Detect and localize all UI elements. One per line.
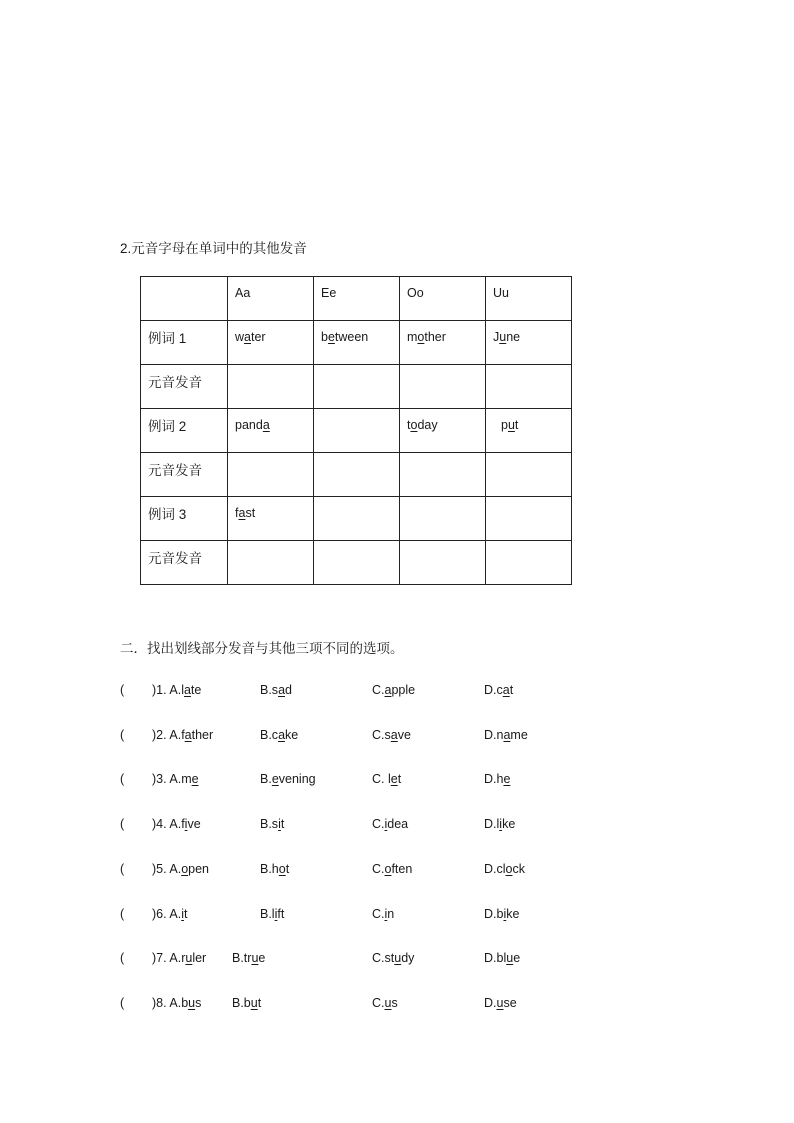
example-word <box>372 772 401 786</box>
table-header-row <box>141 277 572 321</box>
example-word <box>321 330 368 344</box>
word-prefix: pand <box>235 417 263 432</box>
option-b <box>232 996 261 1010</box>
word-suffix: vening <box>278 772 316 787</box>
header-corner-cell <box>141 277 228 321</box>
vowel-table <box>140 276 572 585</box>
row-label-cell <box>141 453 228 497</box>
underlined-letter: o <box>410 417 418 432</box>
option-d <box>484 996 517 1010</box>
example-word <box>260 728 298 742</box>
answer-blank-cell <box>400 541 486 585</box>
underlined-letter: e <box>271 772 279 787</box>
word-cell <box>314 321 400 365</box>
word-suffix: s <box>391 995 398 1010</box>
answer-blank-cell <box>314 365 400 409</box>
question-number <box>152 951 206 965</box>
header-label: Aa <box>235 285 251 300</box>
word-suffix: e <box>258 951 266 966</box>
word-prefix: D.l <box>484 817 500 832</box>
question-item <box>120 683 640 703</box>
example-word <box>484 683 513 697</box>
word-suffix: t <box>397 772 402 787</box>
underlined-letter: o <box>384 861 392 876</box>
option-c <box>372 728 411 742</box>
option-d <box>484 683 513 697</box>
word-prefix: f <box>181 727 185 742</box>
underlined-letter: o <box>505 861 513 876</box>
table-row <box>141 497 572 541</box>
example-word <box>232 951 265 965</box>
word-prefix: B.h <box>260 861 279 876</box>
option-b <box>260 683 292 697</box>
underlined-letter: i <box>499 817 503 832</box>
underlined-letter: i <box>278 817 281 832</box>
row-label: 例词 2 <box>148 418 187 434</box>
word-suffix: n <box>387 906 395 921</box>
underlined-letter: i <box>274 906 278 921</box>
row-label: 元音发音 <box>148 374 202 390</box>
word-prefix: p <box>501 417 508 432</box>
answer-blank-cell <box>400 453 486 497</box>
example-word <box>181 817 200 831</box>
example-word <box>260 817 284 831</box>
underlined-letter: u <box>185 951 193 966</box>
answer-blank-cell <box>314 497 400 541</box>
row-label-cell <box>141 541 228 585</box>
word-prefix: D. <box>484 995 497 1010</box>
word-suffix: d <box>285 683 292 697</box>
option-d <box>484 772 510 786</box>
table-row <box>141 409 572 453</box>
answer-blank-cell <box>486 453 572 497</box>
option-d <box>484 907 519 921</box>
row-label: 例词 3 <box>148 506 187 522</box>
word-suffix: ck <box>512 861 525 876</box>
word-prefix: m <box>407 329 418 344</box>
underlined-letter: o <box>278 861 286 876</box>
answer-blank-cell <box>486 497 572 541</box>
header-label: Ee <box>321 285 337 300</box>
word-suffix: ne <box>506 329 521 344</box>
question-number-label: )2. A. <box>152 727 182 742</box>
question-item <box>120 996 640 1016</box>
underlined-letter: a <box>278 727 286 742</box>
example-word <box>181 907 187 921</box>
example-word <box>372 817 408 831</box>
header-cell <box>314 277 400 321</box>
word-prefix: w <box>235 329 245 344</box>
word-prefix: f <box>235 505 239 520</box>
example-word <box>181 728 213 742</box>
word-suffix: ter <box>250 329 266 344</box>
example-word <box>260 683 292 697</box>
word-suffix: ther <box>191 727 214 742</box>
question-item <box>120 817 640 837</box>
question-number-label: )6. A. <box>152 906 182 921</box>
answer-blank-cell <box>228 541 314 585</box>
word-suffix: t <box>514 417 519 432</box>
word-prefix: D.n <box>484 727 504 742</box>
underlined-letter: e <box>191 772 199 787</box>
word-prefix: C. <box>372 817 385 832</box>
word-prefix: D.c <box>484 683 503 697</box>
header-cell <box>400 277 486 321</box>
underlined-letter: a <box>262 417 270 432</box>
question-number <box>152 907 187 921</box>
answer-paren-open: ( <box>120 817 125 832</box>
word-suffix: t <box>257 995 262 1010</box>
underlined-letter: o <box>417 329 425 344</box>
row-label: 例词 1 <box>148 330 187 346</box>
answer-blank-cell <box>400 497 486 541</box>
example-word <box>372 907 394 921</box>
word-prefix: b <box>321 329 328 344</box>
word-prefix: B.l <box>260 906 275 921</box>
word-suffix: ther <box>424 329 446 344</box>
header-cell <box>486 277 572 321</box>
underlined-letter: e <box>390 772 398 787</box>
answer-paren-open: ( <box>120 995 125 1010</box>
word-suffix: me <box>510 727 528 742</box>
word-suffix: pple <box>391 683 416 697</box>
example-word <box>372 951 414 965</box>
example-word <box>484 728 528 742</box>
word-suffix: e <box>513 951 521 966</box>
word-prefix: l <box>181 683 184 697</box>
word-prefix: D.b <box>484 906 504 921</box>
underlined-letter: u <box>384 995 392 1010</box>
example-word <box>181 951 206 965</box>
word-prefix: B.b <box>232 995 251 1010</box>
underlined-letter: a <box>503 727 511 742</box>
underlined-letter: i <box>384 906 388 921</box>
underlined-letter: e <box>327 329 335 344</box>
question-number-label: )5. A. <box>152 861 182 876</box>
word-cell <box>400 409 486 453</box>
option-b <box>260 817 284 831</box>
table-row <box>141 453 572 497</box>
answer-blank-cell <box>314 409 400 453</box>
row-label-cell <box>141 497 228 541</box>
question-number <box>152 817 201 831</box>
word-cell <box>400 321 486 365</box>
example-word <box>235 330 266 344</box>
option-c <box>372 862 412 876</box>
question-item <box>120 907 640 927</box>
word-prefix: B.c <box>260 727 279 742</box>
word-prefix: J <box>493 329 500 344</box>
option-d <box>484 951 520 965</box>
question-number <box>152 996 201 1010</box>
option-b <box>260 728 298 742</box>
word-cell <box>228 497 314 541</box>
example-word <box>372 728 411 742</box>
section-title: 2.元音字母在单词中的其他发音 <box>120 241 307 256</box>
example-word <box>372 683 415 697</box>
word-prefix: D.h <box>484 772 504 787</box>
header-cell <box>228 277 314 321</box>
underlined-letter: a <box>183 683 191 697</box>
answer-blank-cell <box>486 365 572 409</box>
word-suffix: t <box>183 906 188 921</box>
row-label: 元音发音 <box>148 462 202 478</box>
row-label-cell <box>141 365 228 409</box>
word-suffix: st <box>245 505 256 520</box>
example-word <box>407 330 446 344</box>
word-prefix: B.tr <box>232 951 252 966</box>
option-c <box>372 772 401 786</box>
word-suffix: s <box>195 995 202 1010</box>
example-word <box>493 330 520 344</box>
question-number <box>152 772 199 786</box>
option-c <box>372 817 408 831</box>
answer-blank-cell <box>400 365 486 409</box>
example-word <box>484 817 515 831</box>
underlined-letter: a <box>244 329 251 344</box>
word-prefix: r <box>181 951 186 966</box>
underlined-letter: u <box>394 951 402 966</box>
example-word <box>232 996 261 1010</box>
question-item <box>120 728 640 748</box>
exercise-title: 二．找出划线部分发音与其他三项不同的选项。 <box>120 641 404 656</box>
row-label-cell <box>141 409 228 453</box>
example-word <box>235 418 270 432</box>
question-item <box>120 862 640 882</box>
word-prefix: B. <box>260 772 272 787</box>
option-c <box>372 996 398 1010</box>
underlined-letter: e <box>503 772 511 787</box>
underlined-letter: u <box>188 995 196 1010</box>
word-suffix: ke <box>502 817 516 832</box>
example-word <box>181 683 201 697</box>
example-word <box>181 862 209 876</box>
example-word <box>260 862 289 876</box>
row-label: 元音发音 <box>148 550 202 566</box>
question-number-label: )3. A. <box>152 772 182 787</box>
answer-paren-open: ( <box>120 861 125 876</box>
answer-paren-open: ( <box>120 727 125 742</box>
option-d <box>484 817 515 831</box>
underlined-letter: u <box>250 995 258 1010</box>
word-suffix: dy <box>401 951 415 966</box>
example-word <box>260 772 316 786</box>
word-suffix: t <box>285 861 290 876</box>
word-suffix: ve <box>187 817 201 832</box>
example-word <box>181 996 201 1010</box>
answer-blank-cell <box>228 453 314 497</box>
word-prefix: C. <box>372 683 385 697</box>
row-label-cell <box>141 321 228 365</box>
answer-blank-cell <box>228 365 314 409</box>
option-d <box>484 728 528 742</box>
word-suffix: ft <box>277 906 285 921</box>
word-prefix: t <box>407 417 411 432</box>
example-word <box>484 996 517 1010</box>
word-cell <box>486 321 572 365</box>
question-number-label: )7. A. <box>152 951 182 966</box>
example-word <box>181 772 198 786</box>
word-prefix: b <box>181 995 189 1010</box>
answer-paren-open: ( <box>120 683 125 697</box>
answer-paren-open: ( <box>120 772 125 787</box>
word-cell <box>228 321 314 365</box>
underlined-letter: i <box>184 817 188 832</box>
underlined-letter: o <box>181 861 189 876</box>
example-word <box>484 951 520 965</box>
word-suffix: ke <box>285 727 299 742</box>
word-suffix: t <box>509 683 514 697</box>
word-prefix: f <box>181 817 185 832</box>
example-word <box>484 772 510 786</box>
option-c <box>372 907 394 921</box>
option-d <box>484 862 525 876</box>
underlined-letter: u <box>507 417 515 432</box>
word-prefix: C.st <box>372 951 395 966</box>
question-number <box>152 728 213 742</box>
answer-paren-open: ( <box>120 906 125 921</box>
table-row <box>141 541 572 585</box>
underlined-letter: u <box>506 951 514 966</box>
question-number-label: )4. A. <box>152 817 182 832</box>
header-label: Uu <box>493 285 509 300</box>
example-word <box>235 506 255 520</box>
option-c <box>372 683 415 697</box>
word-suffix: pen <box>188 861 209 876</box>
underlined-letter: a <box>384 683 392 697</box>
word-suffix: tween <box>334 329 369 344</box>
underlined-letter: u <box>499 329 507 344</box>
underlined-letter: a <box>502 683 510 697</box>
underlined-letter: a <box>238 505 246 520</box>
example-word <box>484 862 525 876</box>
word-prefix: C. l <box>372 772 391 787</box>
word-suffix: ve <box>397 727 411 742</box>
word-cell <box>486 409 572 453</box>
example-word <box>407 418 438 432</box>
table-row <box>141 365 572 409</box>
word-suffix: dea <box>387 817 409 832</box>
word-prefix: C. <box>372 906 385 921</box>
word-suffix: se <box>503 995 517 1010</box>
underlined-letter: i <box>181 906 184 921</box>
option-c <box>372 951 414 965</box>
example-word <box>484 907 519 921</box>
word-suffix: day <box>417 417 438 432</box>
underlined-letter: u <box>496 995 504 1010</box>
word-prefix: D.cl <box>484 861 506 876</box>
underlined-letter: u <box>251 951 259 966</box>
word-prefix: B.s <box>260 683 279 697</box>
answer-blank-cell <box>314 453 400 497</box>
word-suffix: t <box>280 817 285 832</box>
example-word <box>372 862 412 876</box>
example-word <box>372 996 398 1010</box>
example-word <box>501 418 518 432</box>
word-suffix: ler <box>192 951 207 966</box>
question-number-label: )8. A. <box>152 995 182 1010</box>
word-prefix: C. <box>372 995 385 1010</box>
underlined-letter: a <box>278 683 286 697</box>
answer-blank-cell <box>486 541 572 585</box>
question-number <box>152 683 201 697</box>
example-word <box>260 907 284 921</box>
word-prefix: m <box>181 772 192 787</box>
word-prefix: C. <box>372 861 385 876</box>
option-b <box>232 951 265 965</box>
question-item <box>120 951 640 971</box>
option-b <box>260 772 316 786</box>
underlined-letter: i <box>503 906 507 921</box>
word-prefix: C.s <box>372 727 391 742</box>
header-label: Oo <box>407 285 424 300</box>
word-prefix: D.bl <box>484 951 507 966</box>
table-row <box>141 321 572 365</box>
option-b <box>260 907 284 921</box>
question-number-label: )1. A. <box>152 683 182 697</box>
underlined-letter: i <box>384 817 388 832</box>
word-suffix: ke <box>506 906 520 921</box>
word-cell <box>228 409 314 453</box>
option-b <box>260 862 289 876</box>
word-prefix: B.s <box>260 817 279 832</box>
question-number <box>152 862 209 876</box>
question-item <box>120 772 640 792</box>
answer-paren-open: ( <box>120 951 125 966</box>
word-suffix: ften <box>391 861 413 876</box>
answer-blank-cell <box>314 541 400 585</box>
underlined-letter: a <box>390 727 398 742</box>
word-suffix: te <box>190 683 202 697</box>
underlined-letter: a <box>184 727 192 742</box>
